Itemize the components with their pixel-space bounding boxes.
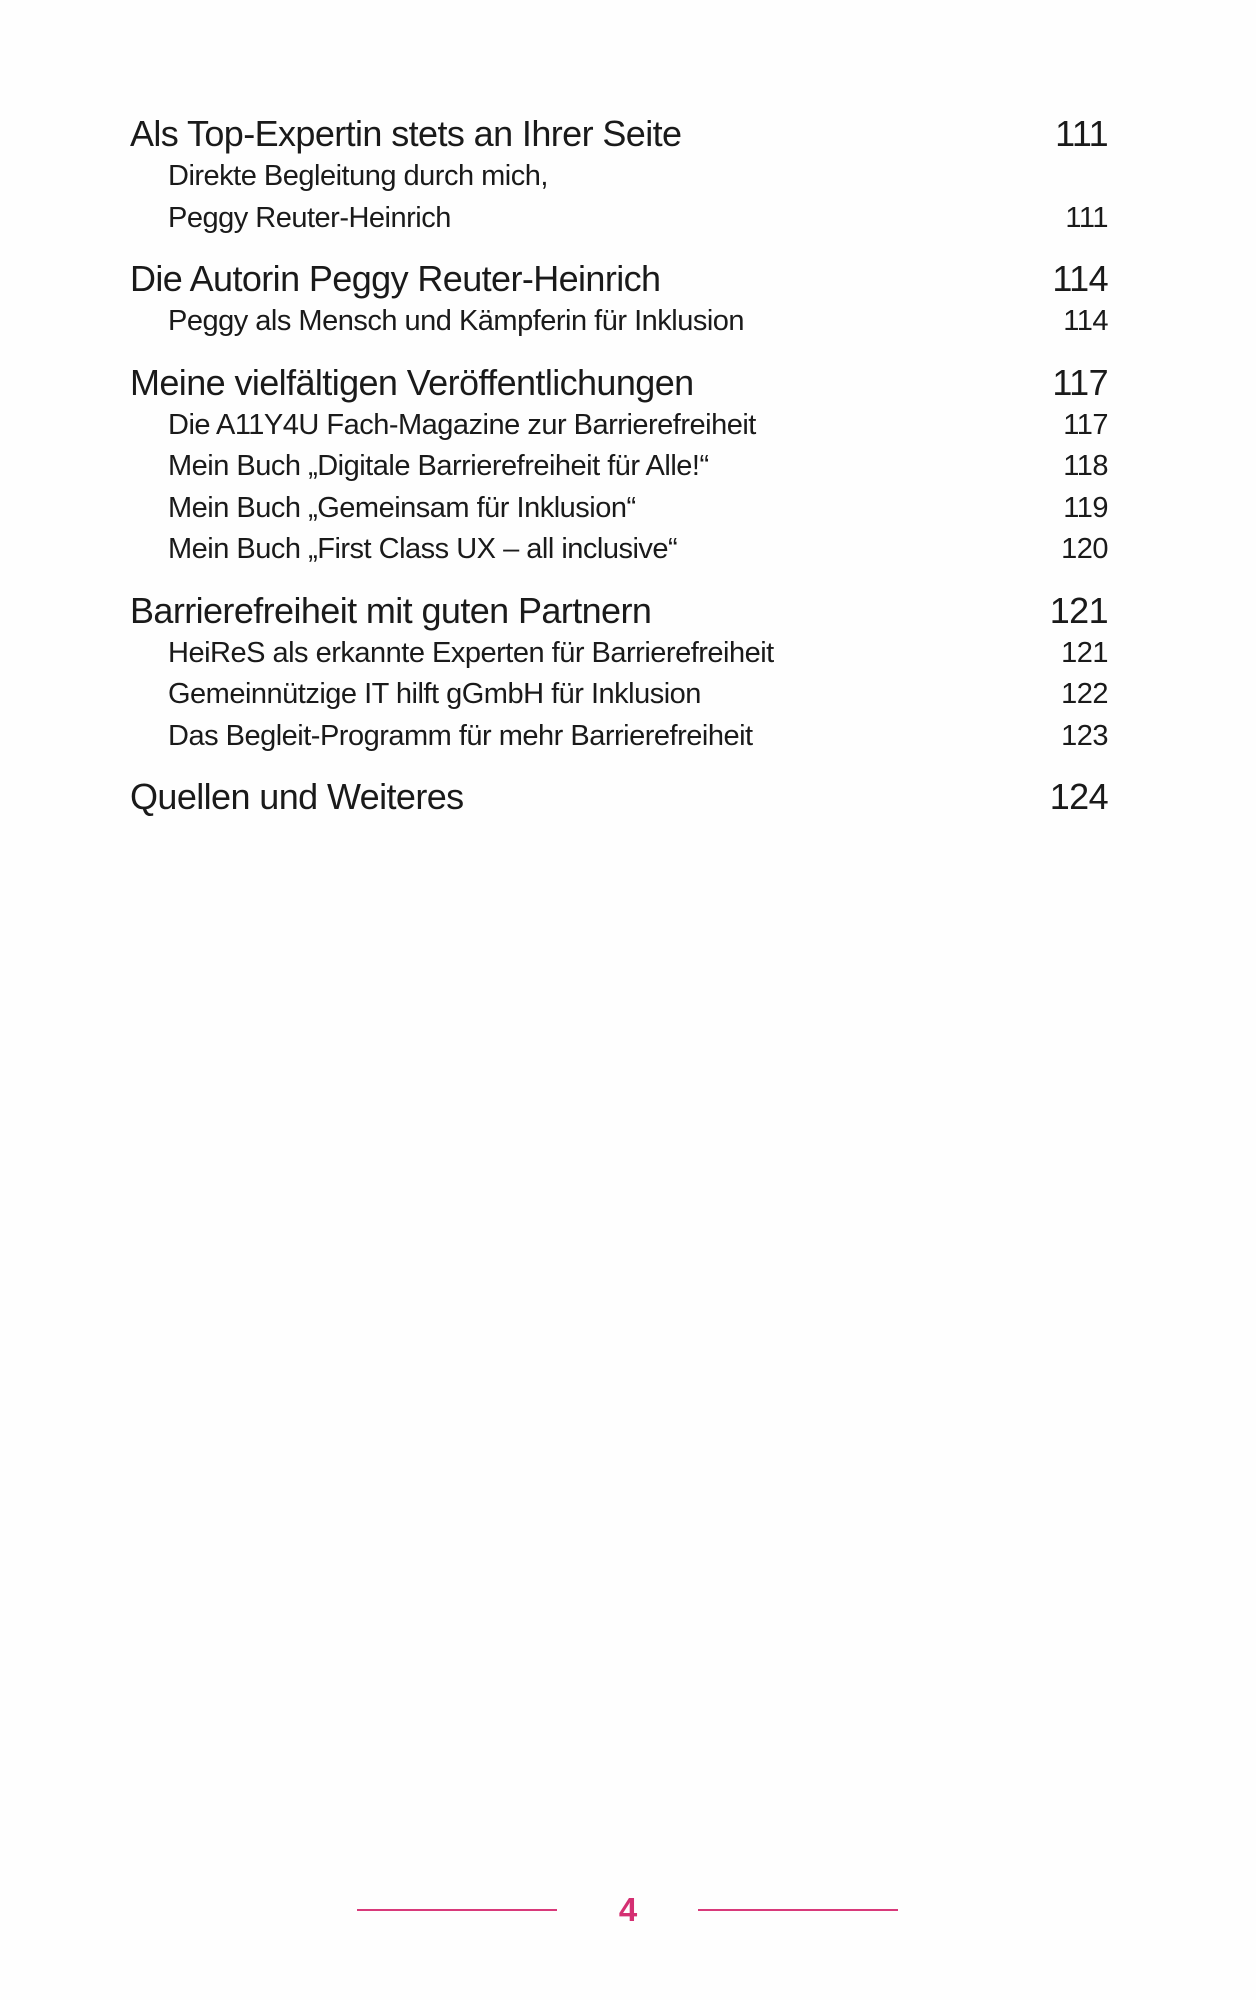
toc-heading [130,589,1108,633]
toc-entry-page: 111 [1065,201,1108,234]
toc-entry [130,446,1108,488]
toc-heading-page: 124 [1049,776,1108,817]
toc-entry [130,716,1108,758]
toc-entry-title: Peggy Reuter-Heinrich [168,201,451,234]
toc-entry [130,674,1108,716]
toc-entry-page: 122 [1061,678,1108,710]
toc-heading-title: Barrierefreiheit mit guten Partnern [130,589,652,631]
toc-section [130,257,1108,343]
toc-heading-title: Als Top-Expertin stets an Ihrer Seite [130,113,682,154]
toc-entry-title: Gemeinnützige IT hilft gGmbH für Inklusion [168,678,701,710]
toc-entry-page: 117 [1063,408,1108,441]
footer-divider-left [357,1909,557,1911]
toc-entry-title: Direkte Begleitung durch mich, [168,160,548,192]
toc-heading-title: Quellen und Weiteres [130,776,464,817]
toc-section [130,589,1108,758]
toc-heading-page: 111 [1055,113,1108,154]
toc-section [130,775,1108,819]
toc-entry [130,633,1108,675]
toc-entry-page: 114 [1063,305,1108,337]
footer-divider-right [698,1909,898,1911]
toc-heading-page: 114 [1052,258,1108,299]
toc-entry-title: HeiReS als erkannte Experten für Barrierefreiheit [168,636,774,669]
toc-entry-page: 118 [1063,450,1108,482]
toc-heading-title: Die Autorin Peggy Reuter-Heinrich [130,258,661,299]
table-of-contents [130,112,1108,837]
page-number: 4 [618,1891,638,1928]
toc-heading-page: 117 [1052,361,1108,403]
toc-entry-title: Das Begleit-Programm für mehr Barrierefreiheit [168,719,753,752]
toc-entry [130,301,1108,343]
toc-entry [130,529,1108,571]
toc-entry-page: 121 [1061,636,1108,669]
toc-section [130,361,1108,571]
toc-entry-title: Peggy als Mensch und Kämpferin für Inklusion [168,305,745,337]
toc-section [130,112,1108,239]
page-footer [0,1888,1256,1932]
toc-entry-title: Die A11Y4U Fach-Magazine zur Barrierefreiheit [168,408,756,441]
toc-heading [130,361,1108,405]
toc-entry-page: 119 [1063,491,1108,524]
toc-entry-title: Mein Buch „First Class UX – all inclusive“ [168,533,678,565]
toc-heading-page: 121 [1049,589,1108,631]
toc-entry [130,156,1108,198]
toc-entry [130,405,1108,447]
toc-entry [130,488,1108,530]
toc-heading-title: Meine vielfältigen Veröffentlichungen [130,361,694,403]
toc-heading [130,775,1108,819]
toc-entry-page: 123 [1061,719,1108,752]
toc-entry-title: Mein Buch „Gemeinsam für Inklusion“ [168,491,636,524]
toc-heading [130,112,1108,156]
toc-heading [130,257,1108,301]
toc-entry [130,198,1108,240]
toc-entry-title: Mein Buch „Digitale Barrierefreiheit für Alle!“ [168,450,709,482]
toc-entry-page: 120 [1061,533,1108,565]
